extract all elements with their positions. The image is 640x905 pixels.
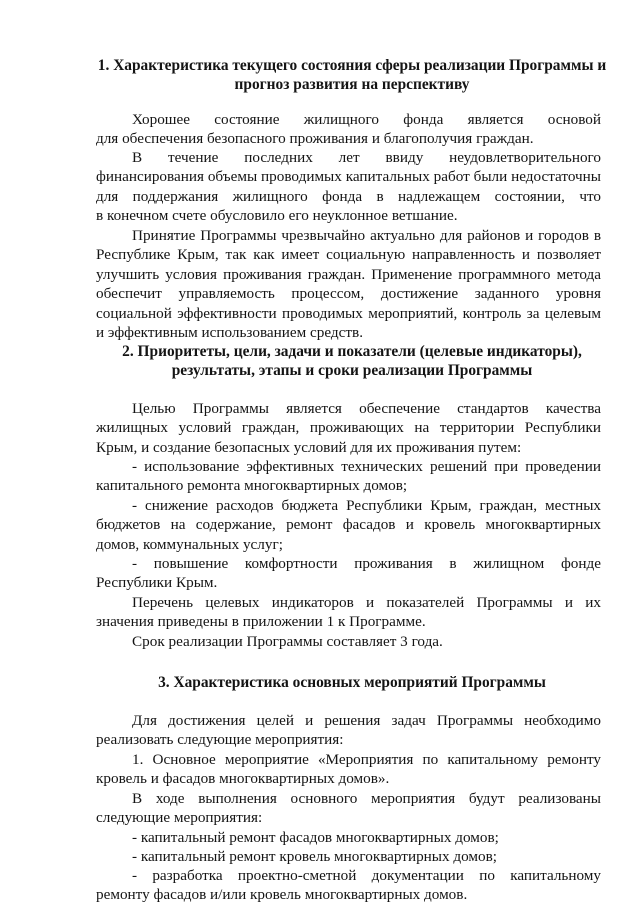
paragraph	[96, 750, 601, 789]
paragraph	[96, 789, 601, 828]
text-line: Республики Крым.	[96, 574, 218, 592]
text-line: следующие мероприятия:	[96, 809, 263, 827]
text-line: Хорошее состояние жилищного фонда является основой	[132, 111, 601, 128]
text-line: социальной эффективности проводимых мероприятий, контроль за целевым	[96, 304, 601, 322]
text-line: Целью Программы является обеспечение стандартов качества	[132, 400, 601, 417]
heading-line: 1. Характеристика текущего состояния сферы реализации Программы и	[97, 57, 607, 74]
list-item	[96, 828, 601, 847]
text-line: для поддержания жилищного фонда в надлежащем состоянии, что	[96, 187, 601, 205]
text-line: финансирования объемы проводимых капитальных работ были недостаточны	[96, 168, 601, 186]
text-line: Срок реализации Программы составляет 3 года.	[132, 633, 443, 650]
paragraph	[96, 148, 601, 226]
text-line: В течение последних лет ввиду неудовлетворительного	[132, 149, 601, 166]
text-line: и эффективным использованием средств.	[96, 324, 364, 342]
text-line: значения приведены в приложении 1 к Программе.	[96, 613, 426, 631]
list-item	[96, 554, 601, 593]
text-line: - использование эффективных технических решений при проведении	[132, 458, 601, 475]
list-item	[96, 496, 601, 554]
text-line: - разработка проектно-сметной документации по капитальному	[132, 867, 601, 884]
list-item	[96, 866, 601, 905]
text-line: Крым, и создание безопасных условий для их проживания путем:	[96, 438, 522, 456]
text-line: улучшить условия проживания граждан. Применение программного метода	[96, 265, 601, 283]
text-line: кровель и фасадов многоквартирных домов».	[96, 770, 390, 788]
heading-line: прогноз развития на перспективу	[234, 76, 470, 93]
text-line: реализовать следующие мероприятия:	[96, 731, 344, 749]
paragraph	[96, 226, 601, 342]
paragraph	[96, 711, 601, 750]
heading-line: 3. Характеристика основных мероприятий Программы	[158, 674, 546, 691]
text-line: В ходе выполнения основного мероприятия будут реализованы	[132, 790, 601, 807]
list-item	[96, 457, 601, 496]
section-2-heading	[96, 342, 608, 380]
text-line: - капитальный ремонт фасадов многоквартирных домов;	[132, 829, 499, 846]
text-line: бюджетов на содержание, ремонт фасадов и кровель многоквартирных	[96, 516, 601, 534]
text-line: для обеспечения безопасного проживания и благополучия граждан.	[96, 130, 534, 148]
section-1-heading	[96, 56, 608, 94]
paragraph	[96, 110, 601, 149]
heading-line: 2. Приоритеты, цели, задачи и показатели (целевые индикаторы),	[122, 343, 582, 360]
text-line: 1. Основное мероприятие «Мероприятия по капитальному ремонту	[132, 751, 601, 768]
section-3-heading	[96, 673, 608, 692]
paragraph	[96, 593, 601, 632]
text-line: капитального ремонта многоквартирных домов;	[96, 477, 408, 495]
list-item	[96, 847, 601, 866]
paragraph	[96, 399, 601, 457]
heading-line: результаты, этапы и сроки реализации Программы	[171, 362, 533, 379]
text-line: домов, коммунальных услуг;	[96, 535, 283, 553]
text-line: - капитальный ремонт кровель многоквартирных домов;	[132, 848, 498, 865]
text-line: - снижение расходов бюджета Республики Крым, граждан, местных	[132, 497, 601, 514]
text-line: в конечном счете обусловило его неуклонное ветшание.	[96, 207, 458, 225]
text-line: Перечень целевых индикаторов и показателей Программы и их	[132, 594, 601, 611]
text-line: жилищных условий граждан, проживающих на территории Республики	[96, 419, 601, 437]
paragraph	[96, 632, 601, 651]
text-line: Республике Крым, так как имеет социальную направленность и позволяет	[96, 246, 601, 264]
text-line: Для достижения целей и решения задач Программы необходимо	[132, 712, 601, 729]
text-line: - повышение комфортности проживания в жилищном фонде	[132, 555, 601, 572]
text-line: Принятие Программы чрезвычайно актуально для районов и городов в	[132, 227, 601, 244]
text-line: ремонту фасадов и/или кровель многоквартирных домов.	[96, 886, 468, 904]
text-line: обеспечит управляемость процессом, достижение заданного уровня	[96, 285, 601, 303]
